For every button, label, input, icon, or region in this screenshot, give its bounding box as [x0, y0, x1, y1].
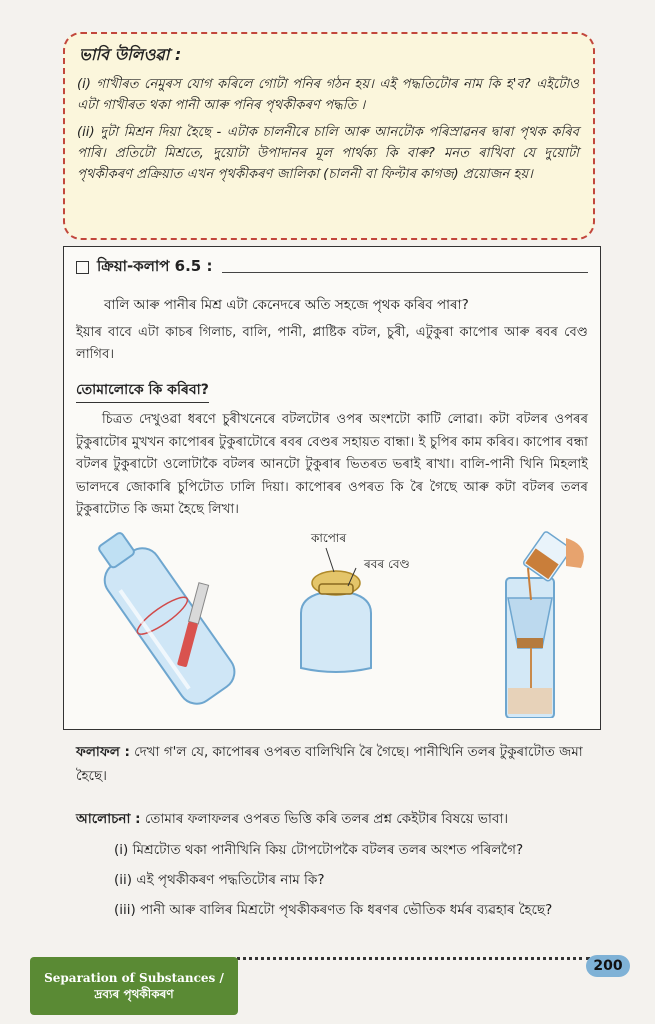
activity-box	[63, 246, 601, 730]
label-rubber-band: ৰবৰ বেণ্ড	[364, 556, 410, 571]
think-paragraph-2: (ii) দুটা মিশ্ৰন দিয়া হৈছে - এটাক চালনীৰে চালি আৰু আনটোক পৰিস্ৰাৱনৰ দ্বাৰা পৃথক কৰিব পাৰি। প্ৰতিটো মিশ্ৰতে, দুয়োটা উপাদানৰ মূল পাৰ্থক্য কি বাৰু? মনত ৰাখিবা যে দুয়োটা পৃথকীকৰণ প্ৰক্ৰিয়াত এখন পৃথকীকৰণ জালিকা (চালনী বা ফিল্টাৰ কাগজ) প্ৰয়োজন হয়।	[77, 125, 579, 182]
activity-subheading: তোমালোকে কি কৰিবা?	[76, 378, 209, 403]
discussion-text: তোমাৰ ফলাফলৰ ওপৰত ভিত্তি কৰি তলৰ প্ৰশ্ন কেইটাৰ বিষয়ে ভাবা।	[144, 811, 509, 827]
heading-rule	[222, 262, 588, 273]
activity-heading	[76, 255, 588, 280]
think-box-title: ভাবি উলিওৱা :	[79, 45, 182, 64]
activity-question: বালি আৰু পানীৰ মিশ্ৰ এটা কেনেদৰে অতি সহজে পৃথক কৰিব পাৰা?	[104, 297, 469, 313]
page-number: 200	[586, 955, 630, 977]
activity-figure	[76, 528, 588, 718]
checkbox-icon	[76, 261, 89, 274]
result-label: ফলাফল :	[76, 744, 130, 760]
chapter-title-as: দ্ৰব্যৰ পৃথকীকৰণ	[94, 987, 174, 1001]
chapter-tag	[30, 957, 238, 1015]
discussion-section	[76, 808, 606, 921]
result-text: দেখা গ'ল যে, কাপোৰৰ ওপৰত বালিখিনি ৰৈ গৈছে। পানীখিনি তলৰ টুকুৰাটোত জমা হৈছে।	[76, 744, 583, 784]
tilted-bottle-icon	[84, 528, 241, 711]
activity-materials: ইয়াৰ বাবে এটা কাচৰ গিলাচ, বালি, পানী, প্লাষ্টিক বটল, চুৰী, এটুকুৰা কাপোৰ আৰু ৰবৰ বেণ্ড লাগিব।	[76, 325, 588, 362]
think-box	[63, 32, 595, 240]
chapter-title-en: Separation of Substances /	[44, 971, 224, 985]
hand-icon	[566, 538, 584, 568]
cut-bottle-top-icon	[301, 548, 371, 672]
bottle-illustration	[76, 528, 588, 718]
activity-instructions: চিত্ৰত দেখুওৱা ধৰণে চুৰীখনেৰে বটলটোৰ ওপৰ অংশটো কাটি লোৱা। কটা বটলৰ ওপৰৰ টুকুৰাটোৰ মুখখন কাপোৰৰ টুকুৰাটোৰে ৰবৰ বেণ্ডৰ সহায়ত বান্ধা। ই চুপিৰ কাম কৰিব। কাপোৰ বন্ধা বটলৰ টুকুৰাটো ওলোটাকৈ বটলৰ আনটো টুকুৰাৰ ভিতৰত ভৰাই ৰাখা। বালি-পানী খিনি মিহলাই ভালদৰে জোকাৰি চুপিটোত ঢালি দিয়া। কাপোৰৰ ওপৰত কি ৰৈ গৈছে আৰু কটা বটলৰ তলৰ টুকুৰাটোত কি জমা হৈছে লিখা।	[76, 412, 588, 517]
pouring-glass-icon	[523, 530, 572, 581]
discussion-question-3: (iii) পানী আৰু বালিৰ মিশ্ৰটো পৃথকীকৰণত কি ধৰণৰ ভৌতিক ধৰ্মৰ ব্যৱহাৰ হৈছে?	[114, 902, 553, 918]
result-section	[76, 740, 596, 788]
discussion-question-1: (i) মিশ্ৰটোত থকা পানীখিনি কিয় টোপটোপকৈ বটলৰ তলৰ অংশত পৰিলগৈ?	[114, 842, 524, 858]
discussion-label: আলোচনা :	[76, 811, 141, 827]
label-cloth: কাপোৰ	[311, 530, 347, 545]
think-paragraph-1: (i) গাখীৰত নেমুৰস যোগ কৰিলে গোটা পনিৰ গঠন হয়। এই পদ্ধতিটোৰ নাম কি হ'ব? এইটোও এটা গাখীৰত থকা পানী আৰু পনিৰ পৃথকীকৰণ পদ্ধতি ।	[77, 77, 579, 113]
activity-title: ক্ৰিয়া-কলাপ 6.5 :	[97, 257, 213, 275]
discussion-question-2: (ii) এই পৃথকীকৰণ পদ্ধতিটোৰ নাম কি?	[114, 872, 325, 888]
